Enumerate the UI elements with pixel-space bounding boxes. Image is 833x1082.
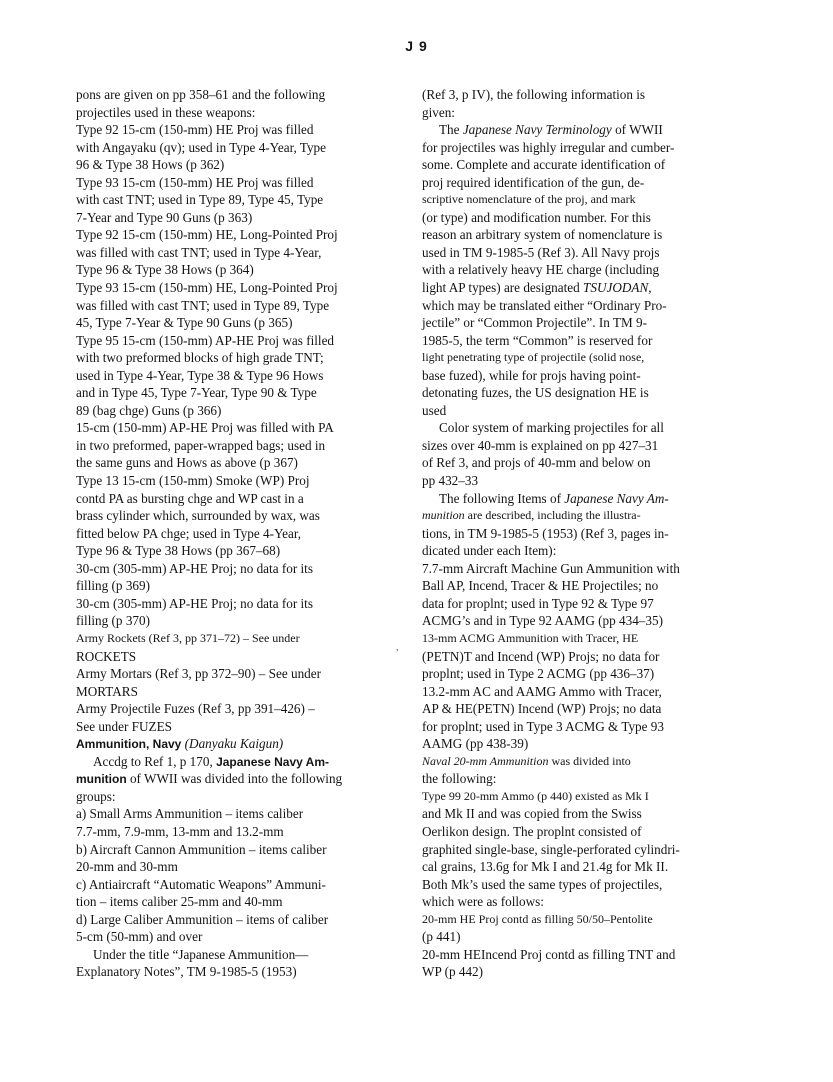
text-line: Type 95 15-cm (150-mm) AP-HE Proj was filled — [76, 332, 335, 348]
page-number: J 9 — [405, 38, 428, 54]
text-line: 89 (bag chge) Guns (p 366) — [76, 402, 222, 418]
text-line: c) Antiaircraft “Automatic Weapons” Ammuni- — [76, 876, 326, 892]
text-line: Color system of marking projectiles for all — [439, 420, 664, 436]
text-line: Type 13 15-cm (150-mm) Smoke (WP) Proj — [76, 473, 310, 489]
text-line: and Mk II and was copied from the Swiss — [422, 806, 642, 822]
italic-term: munition — [422, 508, 465, 523]
text-line: contd PA as bursting chge and WP cast in a — [76, 490, 304, 506]
text-line — [76, 753, 398, 771]
text-line: See under FUZES — [76, 718, 172, 734]
text-line: used — [422, 402, 447, 418]
text-line: proplnt; used in Type 2 ACMG (pp 436–37) — [422, 666, 655, 682]
italic-term: Japanese Navy Terminology — [462, 122, 612, 138]
text-line: some. Complete and accurate identification of — [422, 157, 666, 173]
text-run: Accdg to Ref 1, p 170, — [93, 753, 217, 769]
heading-term: Ammunition, Navy — [76, 737, 182, 752]
heading-japanese: (Danyaku Kaigun) — [181, 736, 284, 752]
text-line: reason an arbitrary system of nomenclature is — [422, 227, 663, 243]
text-line: of Ref 3, and projs of 40-mm and below on — [422, 455, 651, 471]
text-line: (p 441) — [422, 929, 461, 945]
text-line: used in TM 9-1985-5 (Ref 3). All Navy projs — [422, 244, 660, 260]
text-line: WP (p 442) — [422, 964, 484, 980]
text-line: graphited single-base, single-perforated cylindri- — [422, 841, 680, 857]
text-line: pons are given on pp 358–61 and the following — [76, 87, 326, 102]
text-line — [422, 753, 722, 771]
text-line: was filled with cast TNT; used in Type 4-Year, — [76, 244, 322, 260]
text-line: which may be translated either “Ordinary Pro- — [422, 297, 667, 313]
text-line: 7-Year and Type 90 Guns (p 363) — [76, 209, 253, 225]
text-line: Army Rockets (Ref 3, pp 371–72) – See under — [76, 630, 300, 645]
italic-term: Naval 20-mm Ammunition — [422, 753, 549, 768]
text-line: 13.2-mm AC and AAMG Ammo with Tracer, — [422, 683, 662, 699]
text-line: which were as follows: — [422, 894, 544, 910]
text-line: light penetrating type of projectile (solid nose, — [422, 350, 645, 365]
text-line: detonating fuzes, the US designation HE is — [422, 385, 649, 401]
text-line: with a relatively heavy HE charge (including — [422, 262, 660, 278]
text-line: dicated under each Item): — [422, 543, 557, 559]
text-line: 45, Type 7-Year & Type 90 Guns (p 365) — [76, 315, 293, 331]
text-line: Type 93 15-cm (150-mm) HE, Long-Pointed Proj — [76, 280, 338, 296]
text-line: for proplnt; used in Type 3 ACMG & Type 93 — [422, 718, 664, 734]
text-line: Type 92 15-cm (150-mm) HE Proj was filled — [76, 122, 314, 138]
text-line: Army Mortars (Ref 3, pp 372–90) – See under — [76, 666, 322, 682]
text-line — [422, 507, 722, 525]
text-line — [422, 121, 722, 139]
text-line: MORTARS — [76, 683, 138, 699]
text-line: 1985-5, the term “Common” is reserved for — [422, 332, 653, 348]
text-line: 13-mm ACMG Ammunition with Tracer, HE — [422, 630, 639, 645]
text-line: AAMG (pp 438-39) — [422, 736, 529, 752]
text-line: sizes over 40-mm is explained on pp 427–31 — [422, 437, 659, 453]
text-line: with cast TNT; used in Type 89, Type 45, Type — [76, 192, 324, 208]
text-run: The — [439, 122, 463, 138]
text-line: Explanatory Notes”, TM 9-1985-5 (1953) — [76, 964, 297, 980]
text-line: Ball AP, Incend, Tracer & HE Projectiles; no — [422, 578, 659, 594]
text-line: Oerlikon design. The proplnt consisted of — [422, 823, 642, 839]
text-line: 20-mm and 30-mm — [76, 859, 178, 875]
text-line: filling (p 370) — [76, 613, 150, 629]
text-line: jectile” or “Common Projectile”. In TM 9- — [422, 315, 647, 331]
text-line: base fuzed), while for projs having point- — [422, 367, 641, 383]
text-line: filling (p 369) — [76, 578, 150, 594]
bold-term: munition — [76, 772, 127, 787]
italic-term: Japanese Navy Am- — [564, 490, 669, 506]
text-line: given: — [422, 104, 455, 120]
text-line — [422, 279, 722, 297]
text-line: AP & HE(PETN) Incend (WP) Projs; no data — [422, 701, 662, 717]
text-run: of WWII — [611, 122, 663, 138]
text-line: with two preformed blocks of high grade TNT; — [76, 350, 324, 366]
text-line: Army Projectile Fuzes (Ref 3, pp 391–426) – — [76, 701, 315, 717]
text-line: ACMG’s and in Type 92 AAMG (pp 434–35) — [422, 613, 663, 629]
text-line: Both Mk’s used the same types of projectiles, — [422, 876, 663, 892]
text-run: The following Items of — [439, 490, 565, 506]
text-line: used in Type 4-Year, Type 38 & Type 96 Hows — [76, 367, 324, 383]
text-line: d) Large Caliber Ammunition – items of caliber — [76, 911, 329, 927]
text-line: 30-cm (305-mm) AP-HE Proj; no data for its — [76, 560, 313, 576]
text-line: Type 96 & Type 38 Hows (p 364) — [76, 262, 254, 278]
text-line: 20-mm HEIncend Proj contd as filling TNT and — [422, 946, 676, 962]
text-line: (Ref 3, p IV), the following information is — [422, 87, 646, 102]
text-line: Type 92 15-cm (150-mm) HE, Long-Pointed Proj — [76, 227, 338, 243]
text-line: tions, in TM 9-1985-5 (1953) (Ref 3, pages in- — [422, 525, 669, 541]
text-line: with Angayaku (qv); used in Type 4-Year, Type — [76, 139, 326, 155]
text-line: was filled with cast TNT; used in Type 89, Type — [76, 297, 330, 313]
text-line: 96 & Type 38 Hows (p 362) — [76, 157, 225, 173]
text-line: 15-cm (150-mm) AP-HE Proj was filled with PA — [76, 420, 334, 436]
section-heading — [76, 735, 398, 753]
text-line: and in Type 45, Type 7-Year, Type 90 & Type — [76, 385, 317, 401]
right-column — [422, 86, 722, 981]
text-line: brass cylinder which, surrounded by wax, was — [76, 508, 320, 524]
text-line: 7.7-mm Aircraft Machine Gun Ammunition with — [422, 560, 680, 576]
text-line: 5-cm (50-mm) and over — [76, 929, 203, 945]
text-line: tion – items caliber 25-mm and 40-mm — [76, 894, 283, 910]
text-line: 20-mm HE Proj contd as filling 50/50–Pentolite — [422, 911, 653, 926]
text-run: was divided into — [548, 753, 631, 768]
text-run: of WWII was divided into the following — [126, 771, 343, 787]
text-line: the same guns and Hows as above (p 367) — [76, 455, 298, 471]
text-run: light AP types) are designated — [422, 280, 584, 296]
text-line: (PETN)T and Incend (WP) Projs; no data for — [422, 648, 660, 664]
text-line: proj required identification of the gun, de- — [422, 174, 645, 190]
text-line: scriptive nomenclature of the proj, and mark — [422, 192, 636, 207]
text-line: Type 96 & Type 38 Hows (pp 367–68) — [76, 543, 281, 559]
text-line: Type 99 20-mm Ammo (p 440) existed as Mk I — [422, 788, 649, 803]
text-line: data for proplnt; used in Type 92 & Type 97 — [422, 595, 654, 611]
text-line: Under the title “Japanese Ammunition— — [93, 946, 309, 962]
left-column — [76, 86, 398, 981]
text-line: b) Aircraft Cannon Ammunition – items caliber — [76, 841, 327, 857]
text-line: Type 93 15-cm (150-mm) HE Proj was filled — [76, 174, 314, 190]
bold-term: Japanese Navy Am- — [216, 754, 330, 769]
text-line: the following: — [422, 771, 497, 787]
text-line: in two preformed, paper-wrapped bags; used in — [76, 437, 326, 453]
text-line: fitted below PA chge; used in Type 4-Year, — [76, 525, 302, 541]
text-line: cal grains, 13.6g for Mk I and 21.4g for Mk II. — [422, 859, 669, 875]
stray-mark: , — [396, 642, 399, 653]
text-line: for projectiles was highly irregular and cumber- — [422, 139, 675, 155]
text-line: ROCKETS — [76, 648, 137, 664]
text-line: 7.7-mm, 7.9-mm, 13-mm and 13.2-mm — [76, 823, 284, 839]
text-line: a) Small Arms Ammunition – items caliber — [76, 806, 304, 822]
text-line: pp 432–33 — [422, 473, 479, 489]
text-run: are described, including the illustra- — [464, 508, 641, 523]
text-line — [76, 770, 398, 788]
text-line: projectiles used in these weapons: — [76, 104, 256, 120]
text-line — [422, 490, 722, 508]
text-line: 30-cm (305-mm) AP-HE Proj; no data for its — [76, 595, 313, 611]
italic-term: TSUJODAN, — [583, 280, 652, 296]
text-line: (or type) and modification number. For this — [422, 209, 651, 225]
text-line: groups: — [76, 788, 116, 804]
